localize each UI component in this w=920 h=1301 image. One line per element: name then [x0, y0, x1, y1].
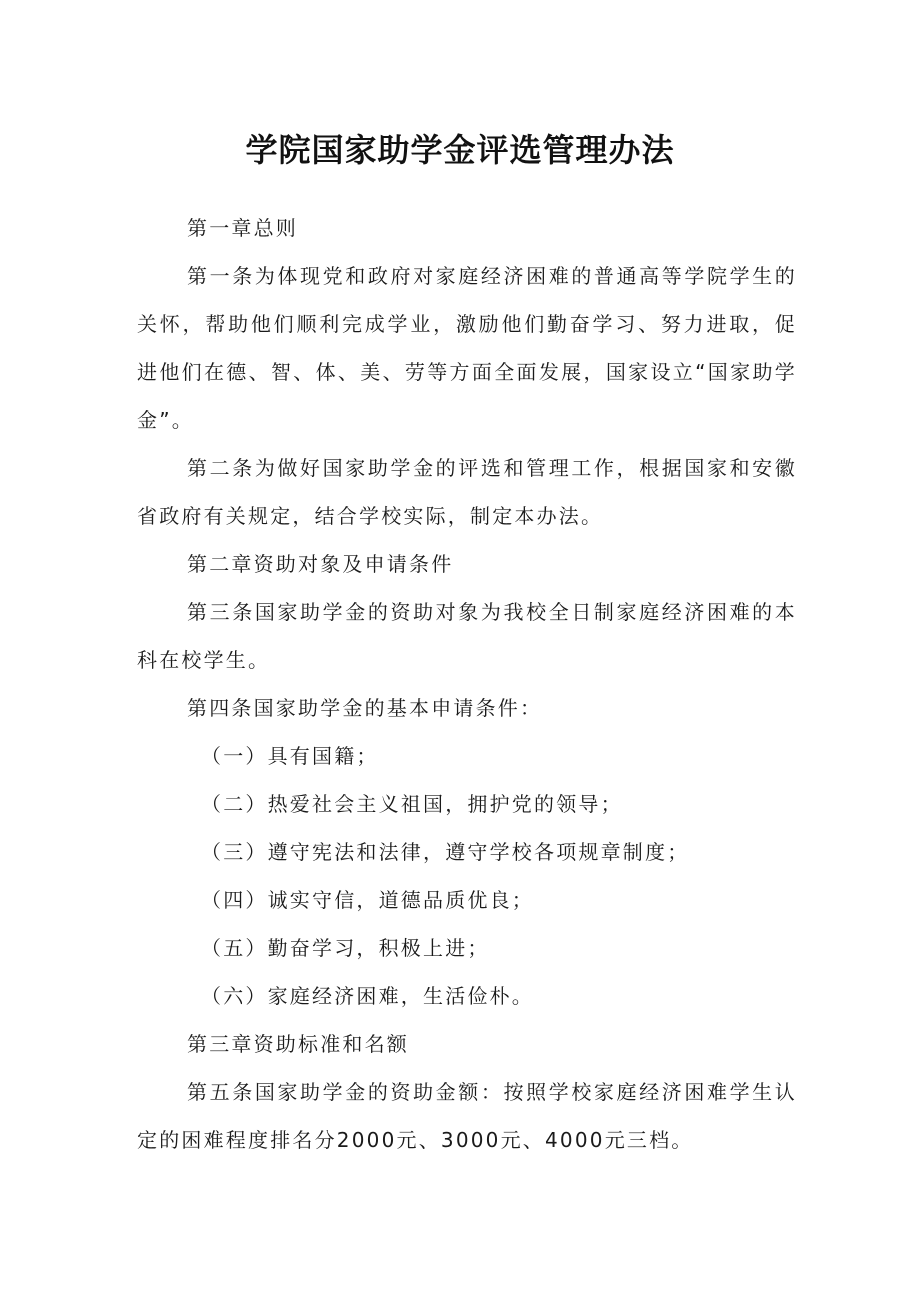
article-1: 第一条为体现党和政府对家庭经济困难的普通高等学院学生的关怀，帮助他们顺利完成学业，激励他们勤奋学习、努力进取，促进他们在德、智、体、美、劳等方面全面发展，国家设立“国家助学金”。 [137, 264, 797, 432]
chapter-3-heading: 第三章资助标准和名额 [187, 1032, 409, 1056]
article-4: 第四条国家助学金的基本申请条件： [187, 696, 543, 720]
condition-3: （三）遵守宪法和法律，遵守学校各项规章制度； [201, 840, 690, 864]
article-2: 第二条为做好国家助学金的评选和管理工作，根据国家和安徽省政府有关规定，结合学校实际，制定本办法。 [137, 456, 797, 528]
article-5: 第五条国家助学金的资助金额：按照学校家庭经济困难学生认定的困难程度排名分2000元、3000元、4000元三档。 [137, 1080, 797, 1152]
article-3: 第三条国家助学金的资助对象为我校全日制家庭经济困难的本科在校学生。 [137, 600, 797, 672]
chapter-1-heading: 第一章总则 [187, 216, 298, 240]
chapter-2-heading: 第二章资助对象及申请条件 [187, 552, 454, 576]
condition-5: （五）勤奋学习，积极上进； [201, 936, 490, 960]
condition-6: （六）家庭经济困难，生活俭朴。 [201, 984, 534, 1008]
condition-2: （二）热爱社会主义祖国，拥护党的领导； [201, 792, 623, 816]
document-title: 学院国家助学金评选管理办法 [245, 131, 675, 169]
condition-4: （四）诚实守信，道德品质优良； [201, 888, 534, 912]
condition-1: （一）具有国籍； [201, 744, 379, 768]
document-body [137, 204, 797, 1164]
